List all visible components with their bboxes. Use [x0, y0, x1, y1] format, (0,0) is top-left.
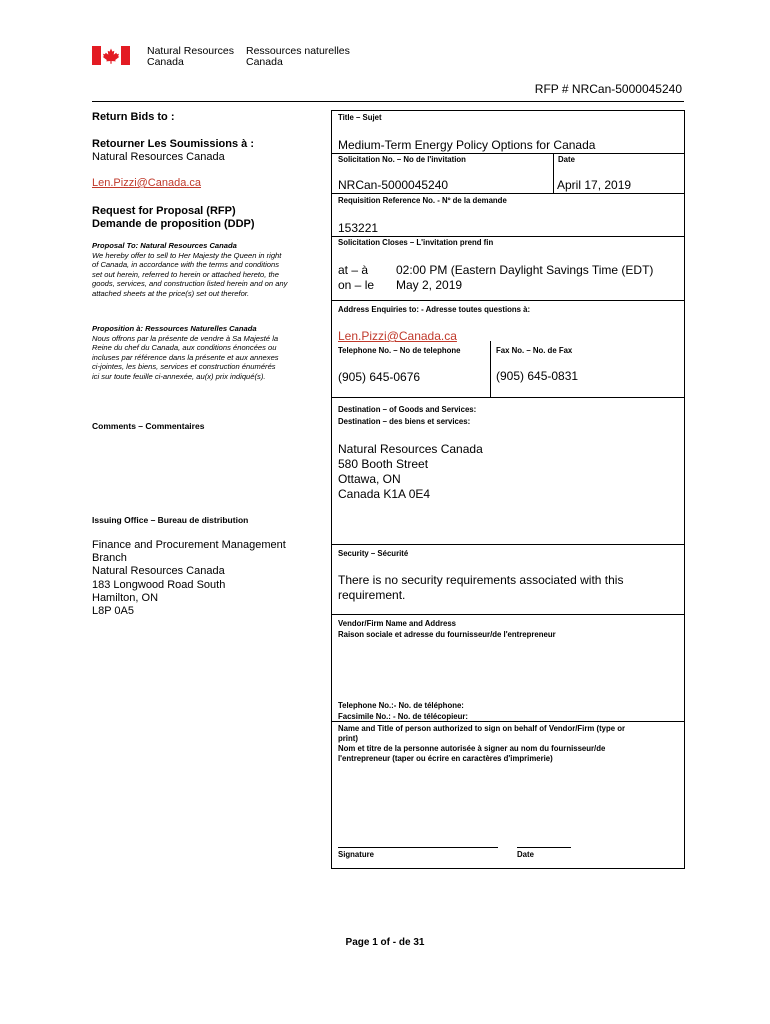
- signature-line[interactable]: [338, 847, 498, 848]
- rfp-title-en: Request for Proposal (RFP): [92, 205, 236, 217]
- closing-date-value: May 2, 2019: [396, 278, 463, 292]
- closes-label: Solicitation Closes – L'invitation prend fin: [338, 238, 494, 247]
- title-value: Medium-Term Energy Policy Options for Canada: [338, 138, 596, 152]
- requisition-label: Requisition Reference No. - Nº de la demande: [338, 196, 507, 205]
- solicitation-number-label: Solicitation No. – No de l'invitation: [338, 155, 466, 164]
- issuing-office-address: Finance and Procurement Management Branch Natural Resources Canada 183 Longwood Road South Hamilton, ON L8P 0A5: [92, 539, 286, 618]
- issuing-office-label: Issuing Office – Bureau de distribution: [92, 515, 249, 525]
- date-value: April 17, 2019: [557, 178, 632, 192]
- signature-label: Signature: [338, 850, 374, 859]
- signature-date-label: Date: [517, 850, 534, 859]
- vendor-phone-label: Telephone No.:- No. de téléphone:: [338, 701, 464, 710]
- vendor-name-field[interactable]: [338, 642, 678, 698]
- destination-label-fr: Destination – des biens et services:: [338, 417, 471, 426]
- vendor-fax-label: Facsimile No.: - No. de télécopieur:: [338, 712, 468, 721]
- title-label: Title – Sujet: [338, 113, 382, 122]
- authorized-person-field[interactable]: [338, 770, 678, 842]
- rfp-title-fr: Demande de proposition (DDP): [92, 218, 255, 230]
- rfp-number: RFP # NRCan-5000045240: [534, 82, 682, 96]
- page-number: Page 1 of - de 31: [345, 937, 425, 948]
- org-name-fr: Ressources naturelles Canada: [246, 45, 350, 68]
- destination-address: Natural Resources Canada 580 Booth Street Ottawa, ON Canada K1A 0E4: [338, 442, 483, 501]
- return-bids-label: Return Bids to :: [92, 111, 175, 123]
- contact-email-link[interactable]: Len.Pizzi@Canada.ca: [92, 177, 202, 189]
- enquiries-label: Address Enquiries to: - Adresse toutes questions à:: [338, 305, 531, 314]
- on-label: on – le: [338, 278, 375, 292]
- header-divider: [92, 101, 684, 102]
- proposition-block: Proposition à: Ressources Naturelles Canada Nous offrons par la présente de vendre à Sa Majesté la Reine du chef du Canada, aux conditions énoncées ou incluses par référence dans la présente et aux annexes ci-jointes, les biens, services et construction énumérés ici sur toute feuille ci-annexée, au(x) prix indiqué(s).: [92, 324, 279, 381]
- canada-flag-icon: [92, 46, 130, 65]
- security-label: Security – Sécurité: [338, 549, 409, 558]
- comments-label: Comments – Commentaires: [92, 421, 205, 431]
- requisition-value: 153221: [338, 221, 379, 235]
- at-label: at – à: [338, 263, 369, 277]
- org-name-en: Natural Resources Canada: [147, 45, 234, 68]
- return-org: Natural Resources Canada: [92, 151, 225, 163]
- signature-date-line[interactable]: [517, 847, 571, 848]
- destination-label-en: Destination – of Goods and Services:: [338, 405, 477, 414]
- phone-label: Telephone No. – No de telephone: [338, 346, 461, 355]
- solicitation-number-value: NRCan-5000045240: [338, 178, 449, 192]
- vendor-label-en: Vendor/Firm Name and Address: [338, 619, 456, 628]
- proposal-to-block: Proposal To: Natural Resources Canada We hereby offer to sell to Her Majesty the Queen in right of Canada, in accordance with the terms and conditions set out herein, referred to herein or attached hereto, the goods, services, and construction listed herein and on any attached sheets at the price(s) set out therefor.: [92, 241, 288, 298]
- phone-value: (905) 645-0676: [338, 370, 421, 384]
- name-title-label: Name and Title of person authorized to sign on behalf of Vendor/Firm (type or print) Nom et titre de la personne autorisée à signer au nom du fournisseur/de l'entrepreneur (taper ou écrire en caractères d'imprimerie): [338, 724, 626, 763]
- fax-label: Fax No. – No. de Fax: [496, 346, 573, 355]
- closing-time-value: 02:00 PM (Eastern Daylight Savings Time (EDT): [396, 263, 654, 277]
- vendor-label-fr: Raison sociale et adresse du fournisseur/de l'entrepreneur: [338, 630, 556, 639]
- date-label: Date: [558, 155, 575, 164]
- enquiries-email-link[interactable]: Len.Pizzi@Canada.ca: [338, 329, 457, 343]
- fax-value: (905) 645-0831: [496, 369, 579, 383]
- security-text: There is no security requirements associated with this requirement.: [338, 573, 624, 602]
- retourner-label: Retourner Les Soumissions à :: [92, 138, 254, 150]
